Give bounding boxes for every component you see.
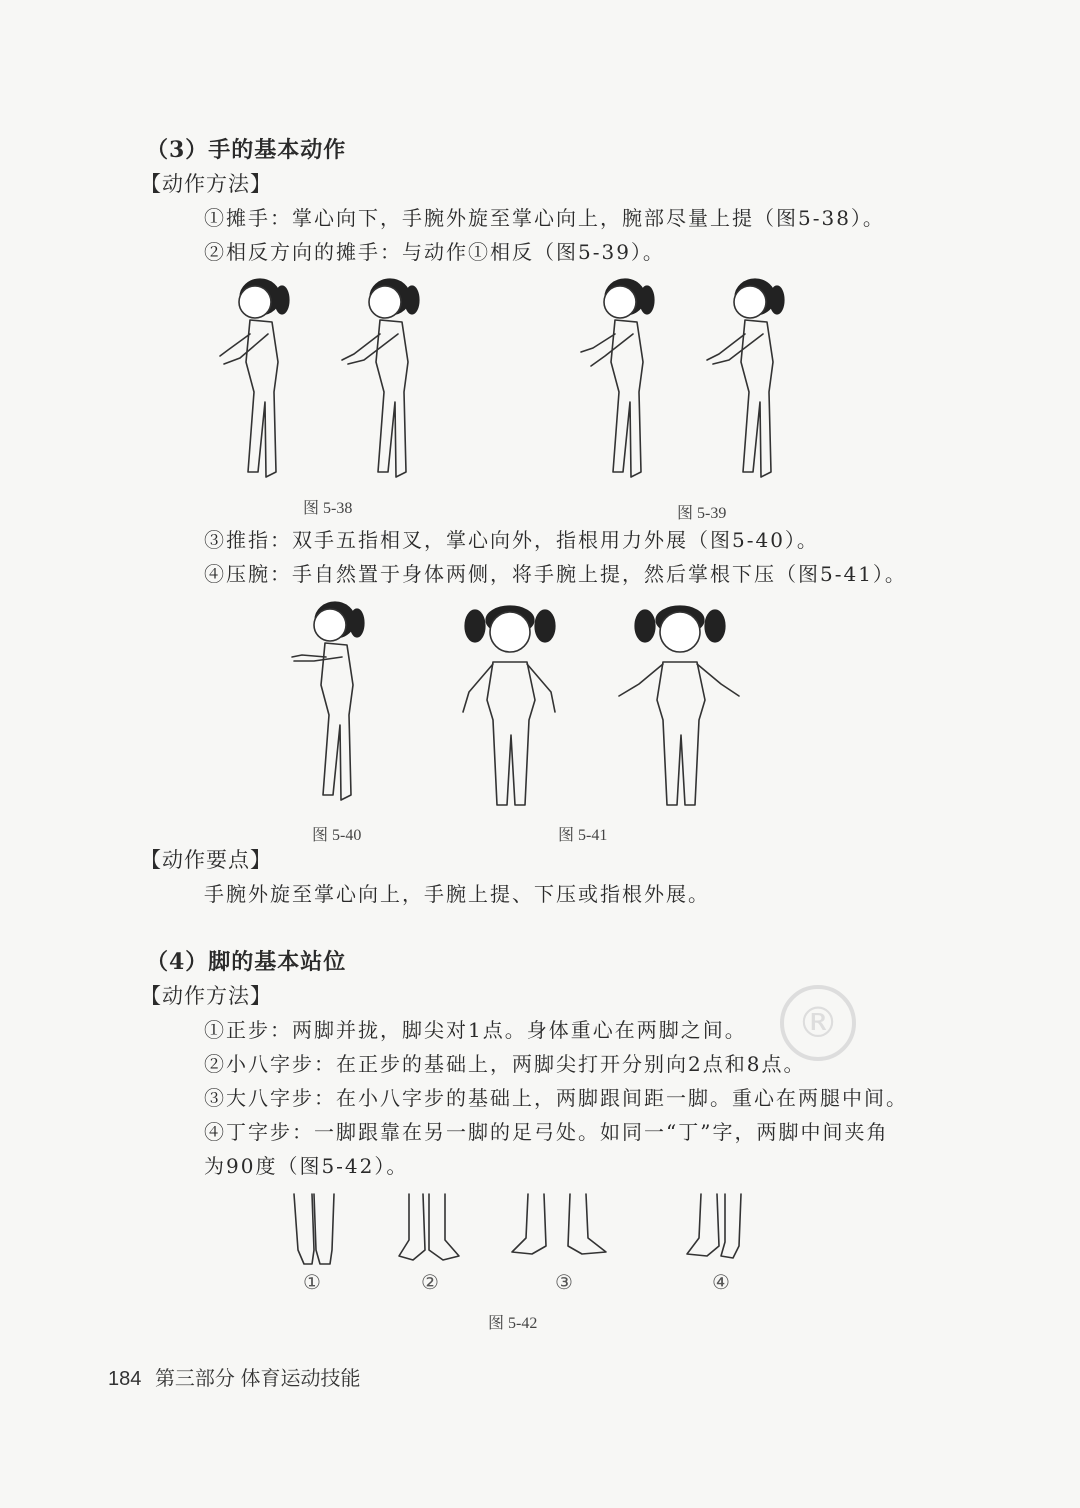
key-points-text: 手腕外旋至掌心向上，手腕上提、下压或指根外展。: [204, 882, 710, 906]
section-title-feet: （4）脚的基本站位: [146, 949, 347, 975]
foot-label-1: ①: [303, 1270, 321, 1294]
feet-step-4: ④丁字步：一脚跟靠在另一脚的足弓处。如同一“丁”字，两脚中间夹角: [204, 1120, 889, 1144]
foot-label-3: ③: [555, 1270, 573, 1294]
figure-5-41-illustration: [455, 600, 745, 815]
figure-5-42-feet-illustration: [280, 1190, 760, 1270]
feet-step-3: ③大八字步：在小八字步的基础上，两脚跟间距一脚。重心在两腿中间。: [204, 1086, 908, 1110]
part-title: 第三部分 体育运动技能: [154, 1368, 361, 1390]
caption-fig-5-38: 图 5-38: [303, 500, 353, 517]
foot-label-2: ②: [421, 1270, 439, 1294]
key-points-heading: 【动作要点】: [140, 848, 272, 872]
footer: [108, 1362, 361, 1391]
feet-step-1: ①正步：两脚并拢，脚尖对1点。身体重心在两脚之间。: [204, 1018, 747, 1042]
method-heading-feet: 【动作方法】: [140, 984, 272, 1008]
caption-fig-5-40: 图 5-40: [312, 827, 362, 844]
hands-step-1: ①摊手：掌心向下，手腕外旋至掌心向上，腕部尽量上提（图5-38）。: [204, 206, 885, 230]
hands-step-4: ④压腕：手自然置于身体两侧，将手腕上提，然后掌根下压（图5-41）。: [204, 562, 907, 586]
feet-step-4-cont: 为90度（图5-42）。: [204, 1154, 409, 1178]
caption-fig-5-42: 图 5-42: [488, 1315, 538, 1332]
figure-5-39-illustration: [575, 272, 825, 487]
hands-step-2: ②相反方向的摊手：与动作①相反（图5-39）。: [204, 240, 665, 264]
caption-fig-5-39: 图 5-39: [677, 505, 727, 522]
page-number: 184: [108, 1368, 142, 1390]
feet-step-2: ②小八字步：在正步的基础上，两脚尖打开分别向2点和8点。: [204, 1052, 806, 1076]
figure-5-38-illustration: [210, 272, 460, 487]
hands-step-3: ③推指：双手五指相叉，掌心向外，指根用力外展（图5-40）。: [204, 528, 819, 552]
method-heading-hands: 【动作方法】: [140, 172, 272, 196]
section-title-hands: （3）手的基本动作: [146, 137, 347, 163]
figure-5-40-illustration: [280, 595, 390, 810]
caption-fig-5-41: 图 5-41: [558, 827, 608, 844]
foot-label-4: ④: [712, 1270, 730, 1294]
registered-watermark: ®: [780, 985, 856, 1061]
